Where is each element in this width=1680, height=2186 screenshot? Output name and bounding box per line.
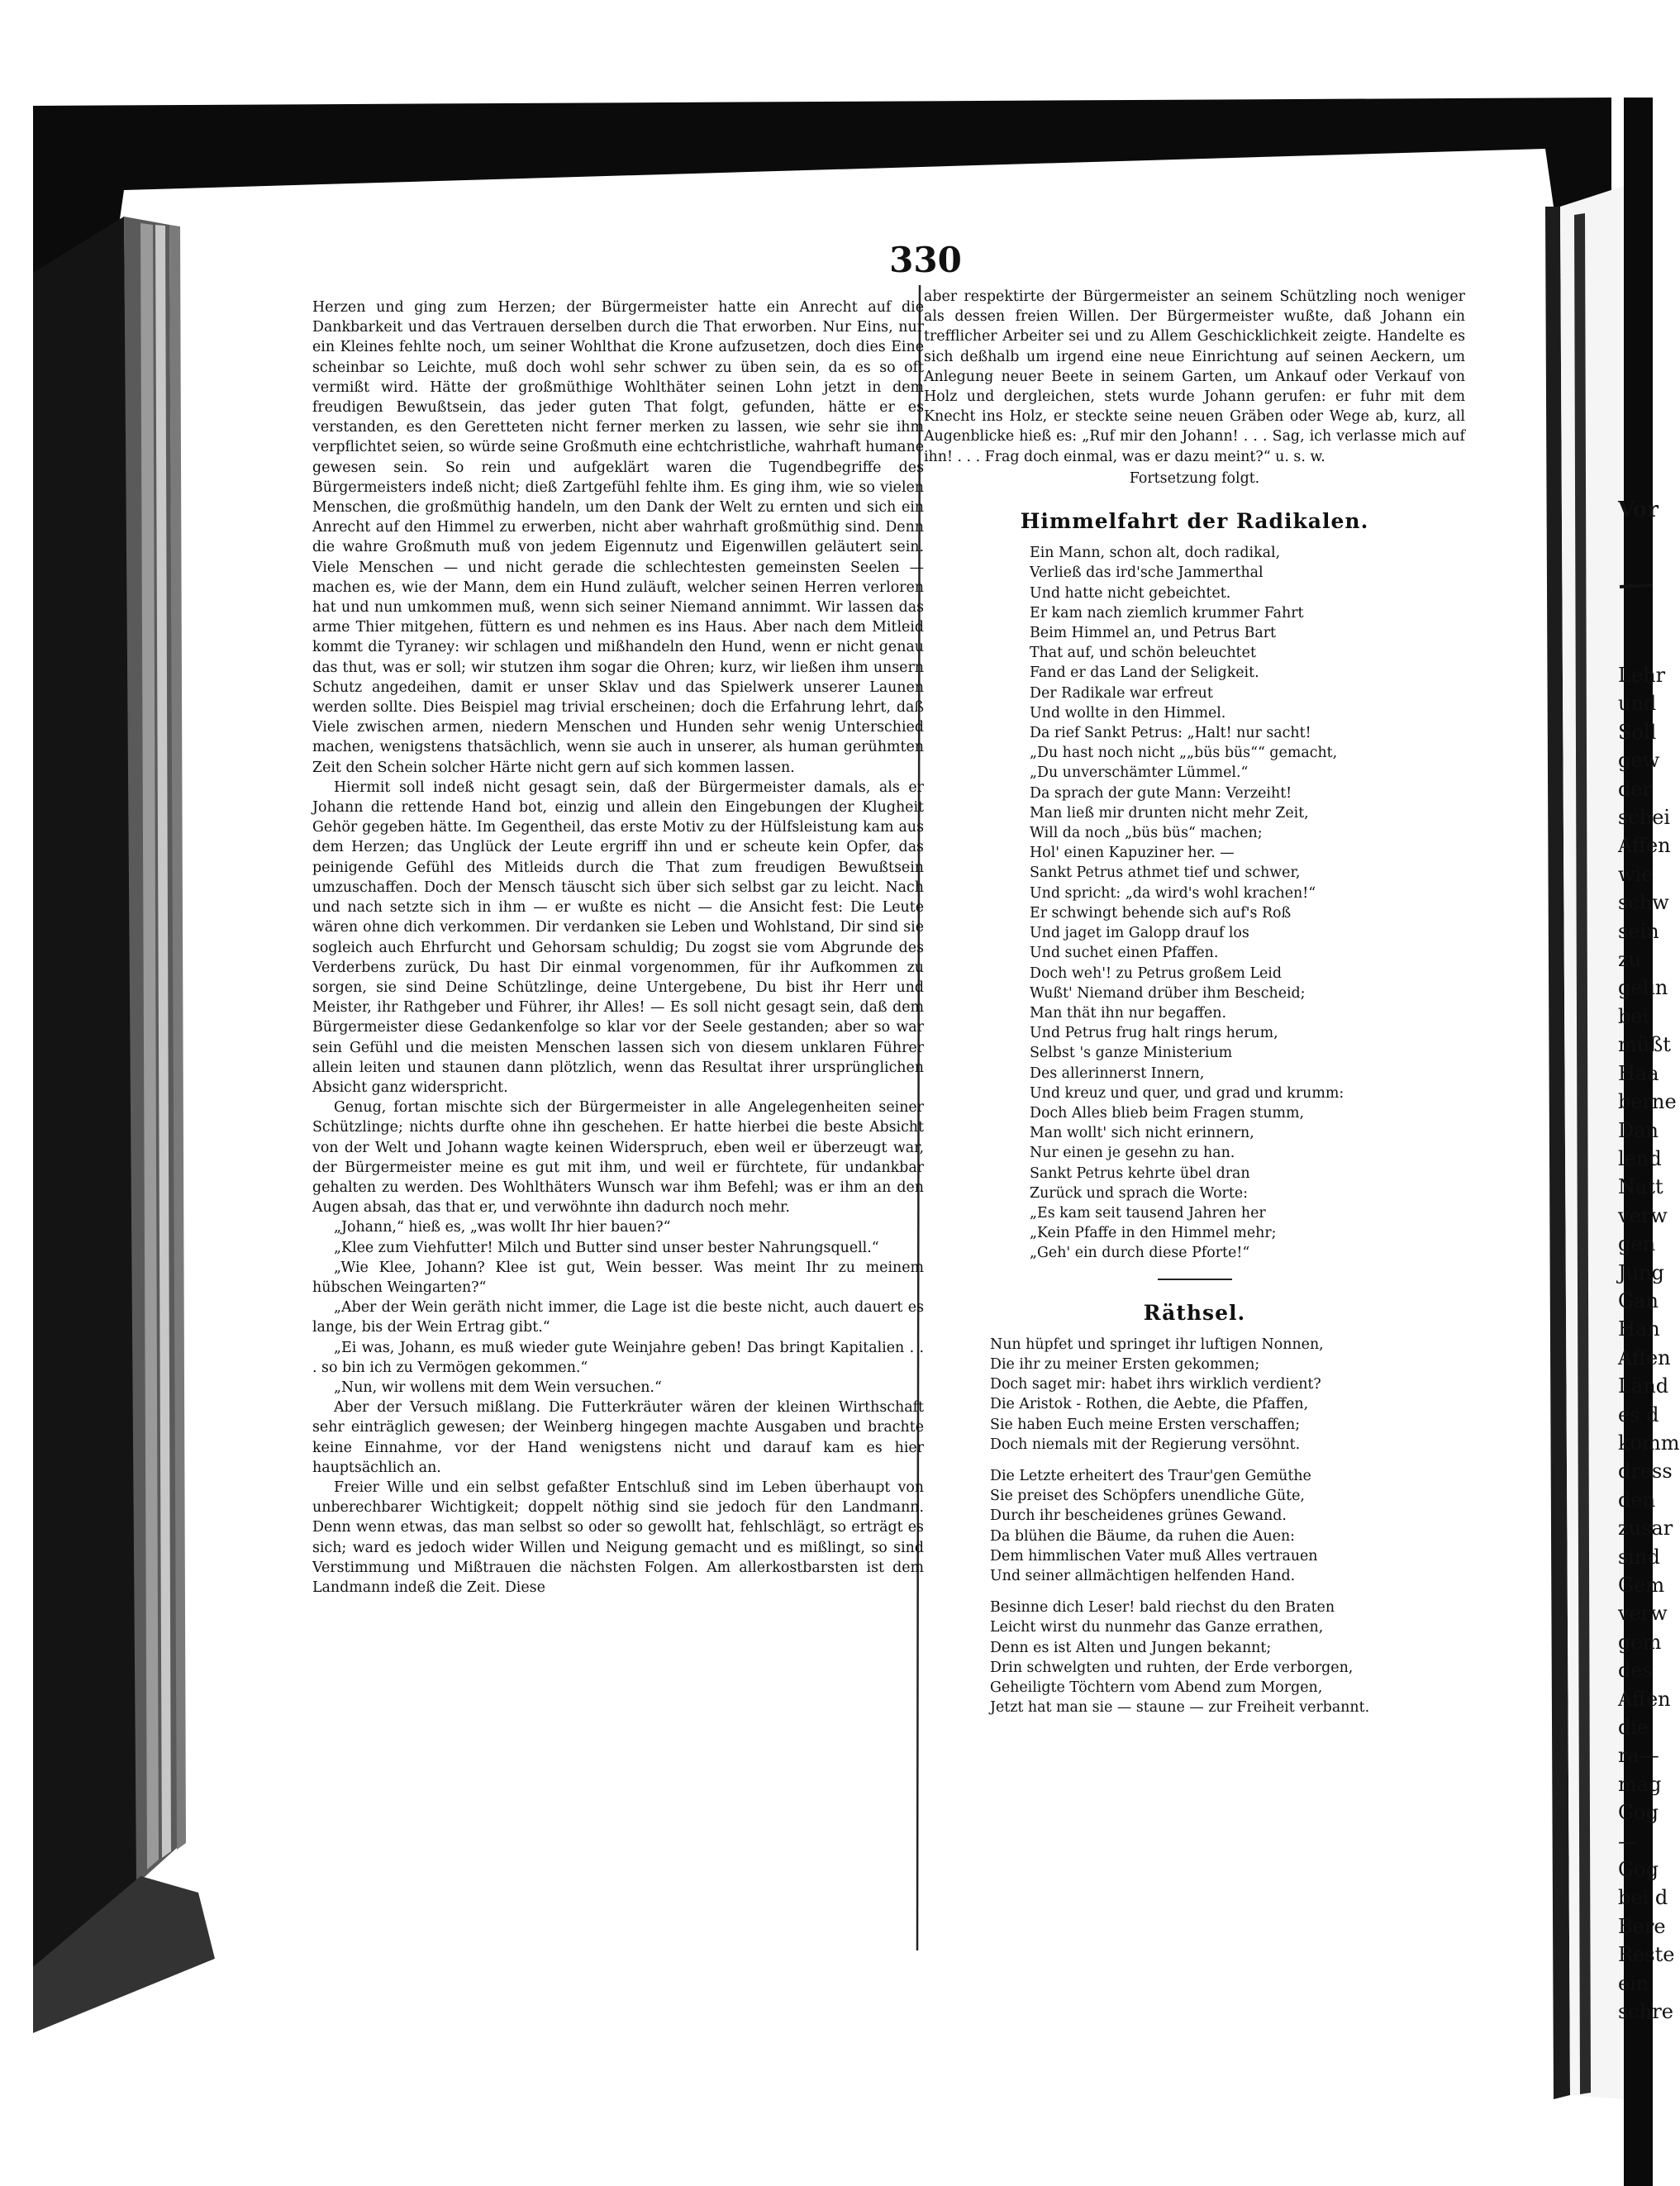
fragment-line: Lehr <box>1618 664 1666 687</box>
dialogue-line: „Nun, wir wollens mit dem Wein versuchen.“ <box>334 1379 662 1396</box>
fragment-line: verw <box>1618 1203 1668 1227</box>
poem-line: Nur einen je gesehn zu han. <box>1030 1145 1235 1162</box>
riddle-line: Denn es ist Alten und Jungen bekannt; <box>990 1639 1272 1656</box>
paragraph: Herzen und ging zum Herzen; der Bürgermeister hatte ein Anrecht auf die Dankbarkeit und das Vertrauen derselben durch die That erworben. Nur Eins, nur ein Kleines fehlte noch, um seiner Wohlthat die Krone aufzusetzen, doch dies Eine scheinbar so Leichte, muß doch wohl sehr schwer zu üben sein, da es so oft vermißt wird. Hätte der großmüthige Wohlthäter seinen Lohn jetzt in dem freudigen Bewußtsein, das jeder guten That folgt, gefunden, hätte er es verstanden, es den Geretteten nicht ferner merken zu lassen, wie sehr sie ihm verpflichtet seien, so würde seine Großmuth eine echtchristliche, wahrhaft humane gewesen sein. So rein und aufgeklärt waren die Tugendbegriffe des Bürgermeisters indeß nicht; dieß Zartgefühl fehlte ihm. Es ging ihm, wie so vielen Menschen, die großmüthig handeln, um den Dank der Welt zu ernten und sich ein Anrecht auf den Himmel zu erwerben, nicht aber wahrhaft großmüthig sind. Denn die wahre Großmuth muß von jedem Eigennutz und Eigenwillen geläutert sein. Viele Menschen — und nicht gerade die schlechtesten gemeinsten Seelen — machen es, wie der Mann, dem ein Hund zuläuft, welcher seinen Herren verloren hat und nun umkommen muß, wenn sich seiner Niemand annimmt. Wir lassen das arme Thier mitgehen, füttern es und nehmen es ins Haus. Aber nach dem Mitleid kommt die Tyraney: wir schlagen und mißhandeln den Hund, wenn er nicht genau das thut, was er soll; wir stutzen ihm sogar die Ohren; kurz, wir ließen ihm unsern Schutz angedeihen, damit er unser Sklav und das Spielwerk unserer Launen werden sollte. Dies Beispiel mag trivial erscheinen; doch die Erfahrung lehrt, daß Viele zwischen armen, niedern Menschen und Hunden sehr wenig Unterschied machen, wenigstens thatsächlich, wenn sie auch in unserer, als human gerühmten Zeit den Schein solcher Härte nicht gern auf sich kommen lassen. <box>312 299 924 776</box>
fragment-line: ra— <box>1618 1744 1659 1768</box>
fragment-line: sind <box>1618 1545 1660 1569</box>
fragment-line: den <box>1618 1488 1656 1512</box>
poem-line: „Geh' ein durch diese Pforte!“ <box>1030 1245 1250 1262</box>
fragment-line: bei <box>1618 1004 1649 1028</box>
riddle-line: Doch niemals mit der Regierung versöhnt. <box>990 1436 1301 1453</box>
fragment-line: schre <box>1618 2000 1673 2024</box>
poem-line: Des allerinnerst Innern, <box>1030 1064 1205 1082</box>
riddle-line: Sie preiset des Schöpfers unendliche Güte, <box>990 1488 1305 1505</box>
riddle-line: Die ihr zu meiner Ersten gekommen; <box>990 1355 1260 1373</box>
poem-line: Verließ das ird'sche Jammerthal <box>1030 564 1264 582</box>
page-number: 330 <box>889 240 962 280</box>
fragment-line: ein <box>1618 1971 1649 1995</box>
fragment-line: schei <box>1618 806 1671 830</box>
poem-body <box>1030 543 1465 1263</box>
fragment-line: die <box>1618 1716 1649 1740</box>
dialogue-line: „Ei was, Johann, es muß wieder gute Weinjahre geben! Das bringt Kapitalien . . . so bin ich zu Vermögen gekommen.“ <box>312 1339 924 1376</box>
poem-line: Und kreuz und quer, und grad und krumm: <box>1030 1084 1344 1102</box>
poem-line: Und spricht: „da wird's wohl krachen!“ <box>1030 884 1316 902</box>
riddle-line: Doch saget mir: habet ihrs wirklich verdient? <box>990 1376 1321 1393</box>
poem-line: Man thät ihn nur begaffen. <box>1030 1004 1227 1022</box>
poem-line: Hol' einen Kapuziner her. — <box>1030 845 1235 862</box>
fragment-line: gew <box>1618 749 1660 773</box>
fragment-line: dress <box>1618 1460 1673 1484</box>
poem-line: Sankt Petrus kehrte übel dran <box>1030 1164 1250 1182</box>
fragment-line: Affen <box>1618 834 1671 858</box>
riddle-line: Nun hüpfet und springet ihr luftigen Nonnen, <box>990 1336 1324 1353</box>
poem-line: Man ließ mir drunten nicht mehr Zeit, <box>1030 804 1309 822</box>
riddle-line: Leicht wirst du nunmehr das Ganze errathen, <box>990 1619 1324 1636</box>
fragment-line: gelin <box>1618 976 1668 1000</box>
fragment-line: sein <box>1618 919 1659 943</box>
poem-line: Will da noch „büs büs“ machen; <box>1030 825 1263 842</box>
dialogue-line: „Johann,“ hieß es, „was wollt Ihr hier bauen?“ <box>334 1219 671 1236</box>
continuation-note: Fortsetzung folgt. <box>1129 469 1260 487</box>
dialogue-line: „Klee zum Viehfutter! Milch und Butter sind unser bester Nahrungsquell.“ <box>334 1239 879 1256</box>
fragment-line: gem <box>1618 1630 1662 1654</box>
fragment-line: müßt <box>1618 1033 1671 1057</box>
fragment-line: Han <box>1618 1317 1660 1341</box>
poem-line: Man wollt' sich nicht erinnern, <box>1030 1125 1254 1142</box>
fragment-line: wie <box>1618 862 1654 886</box>
left-column <box>312 298 924 1598</box>
fragment-line: Gan <box>1618 1288 1659 1312</box>
fragment-line: Gog <box>1618 1858 1659 1882</box>
fragment-line: berne <box>1618 1090 1677 1114</box>
fragment-line: Bere <box>1618 1914 1666 1938</box>
poem-line: Und suchet einen Pfaffen. <box>1030 945 1219 962</box>
paragraph: Freier Wille und ein selbst gefaßter Entschluß sind im Leben überhaupt von unberechbarer Wichtigkeit; doppelt nöthig sind sie jedoch für den Landmann. Denn wenn etwas, das man selbst so oder so gewollt hat, fehlschlägt, so erträgt es sich; ward es jedoch wider Willen und Neigung gemacht und es mißlingt, so sind Verstimmung und Mißtrauen die nächsten Folgen. Am allerkostbarsten ist dem Landmann indeß die Zeit. Diese <box>312 1479 924 1596</box>
fragment-line: komm <box>1618 1431 1680 1455</box>
poem-line: Zurück und sprach die Worte: <box>1030 1184 1249 1202</box>
fragment-line: Gog <box>1618 1801 1659 1825</box>
fragment-line: des <box>1618 1659 1653 1683</box>
fragment-line: zu <box>1618 948 1642 972</box>
poem-line: Doch weh'! zu Petrus großem Leid <box>1030 964 1282 982</box>
poem-line: Und jaget im Galopp drauf los <box>1030 925 1249 942</box>
riddle-body <box>990 1335 1465 1718</box>
poem-line: Wußt' Niemand drüber ihm Bescheid; <box>1030 984 1306 1002</box>
poem-line: „Es kam seit tausend Jahren her <box>1030 1204 1266 1222</box>
fragment-line: mag <box>1618 1772 1662 1796</box>
poem-title: Himmelfahrt der Radikalen. <box>1020 509 1369 534</box>
poem-line: Fand er das Land der Seligkeit. <box>1030 664 1259 682</box>
poem-line: Und hatte nicht gebeichtet. <box>1030 584 1231 602</box>
fragment-line: bei d <box>1618 1886 1668 1910</box>
riddle-stanza <box>990 1598 1465 1717</box>
next-page-text-fragments <box>1618 661 1680 2026</box>
paragraph: Hiermit soll indeß nicht gesagt sein, daß der Bürgermeister damals, als er Johann die rettende Hand bot, einzig und allein den Eingebungen der Klugheit Gehör gegeben hätte. Im Gegentheil, das erste Motiv zu der Hülfsleistung kam aus dem Herzen; das Unglück der Leute ergriff ihn und er scheute kein Opfer, das peinigende Gefühl des Mitleids durch die That zum freudigen Bewußtsein umzuschaffen. Doch der Mensch täuscht sich über sich selbst gar zu leicht. Nach und nach setzte sich in ihm — er wußte es nicht — die Ansicht fest: Die Leute wären ohne dich verkommen. Dir verdanken sie Leben und Wohlstand, Dir sind sie sogleich auch Ehrfurcht und Gehorsam schuldig; Du zogst sie vom Abgrunde des Verderbens zurück, Du hast Dir einmal vorgenommen, für ihr Aufkommen zu sorgen, sie sind Deine Schützlinge, deine Untergebene, Du bist ihr Herr und Meister, ihr Rathgeber und Führer, ihr Alles! — Es soll nicht gesagt sein, daß dem Bürgermeister diese Gedankenfolge so klar vor der Seele gestanden; aber so war sein Gefühl und die meisten Menschen lassen sich von diesem unklaren Führer allein leiten und staunen dann plötzlich, wenn das Resultat ihrer ursprünglichen Absicht ganz widerspricht. <box>312 779 924 1096</box>
riddle-line: Durch ihr bescheidenes grünes Gewand. <box>990 1507 1287 1525</box>
poem-line: Und wollte in den Himmel. <box>1030 704 1226 722</box>
fragment-line: Affen <box>1618 1345 1671 1369</box>
fragment-line: und <box>1618 692 1657 716</box>
riddle-line: Dem himmlischen Vater muß Alles vertrauen <box>990 1547 1318 1564</box>
poem-line: Er kam nach ziemlich krummer Fahrt <box>1030 604 1304 622</box>
fragment-line: der <box>1618 777 1653 801</box>
poem-line: Und Petrus frug halt rings herum, <box>1030 1025 1278 1042</box>
riddle-line: Da blühen die Bäume, da ruhen die Auen: <box>990 1527 1296 1545</box>
dialogue-line: „Aber der Wein geräth nicht immer, die Lage ist die beste nicht, auch dauert es lange, bis der Wein Ertrag gibt.“ <box>312 1299 924 1336</box>
poem-line: Sankt Petrus athmet tief und schwer, <box>1030 864 1301 882</box>
riddle-line: Sie haben Euch meine Ersten verschaffen; <box>990 1416 1301 1433</box>
fragment-line: verw <box>1618 1602 1668 1626</box>
fragment-line: — <box>1618 1829 1638 1853</box>
riddle-line: Drin schwelgten und ruhten, der Erde verborgen, <box>990 1659 1354 1676</box>
next-page-heading-fragment: Vor <box>1618 498 1659 522</box>
paragraph: Genug, fortan mischte sich der Bürgermeister in alle Angelegenheiten seiner Schützlinge; nichts durfte ohne ihn geschehen. Er hatte hierbei die beste Absicht von der Welt und Johann wagte keinen Widerspruch, eben weil er überzeugt war, der Bürgermeister meine es gut mit ihm, und weil er fürchtete, für undankbar gehalten zu werden. Des Wohlthäters Wunsch war ihm Befehl; was er ihm an den Augen absah, das that er, und verwöhnte ihn dadurch noch mehr. <box>312 1099 924 1217</box>
fragment-line: Länd <box>1618 1374 1669 1398</box>
right-column <box>924 287 1465 1729</box>
fragment-line: zusar <box>1618 1517 1673 1541</box>
poem-line: Da sprach der gute Mann: Verzeiht! <box>1030 784 1292 802</box>
paragraph: aber respektirte der Bürgermeister an seinem Schützling noch weniger als dessen freien Willen. Der Bürgermeister wußte, daß Johann ein trefflicher Arbeiter sei und zu Allem Geschicklichkeit zeigte. Handelte es sich deßhalb um irgend eine neue Einrichtung auf seinen Aeckern, um Anlegung neuer Beete in seinem Garten, um Ankauf oder Verkauf von Holz und dergleichen, stets wurde Johann gerufen: er fuhr mit dem Knecht ins Holz, er steckte seine neuen Gräben oder Wege ab, kurz, all Augenblicke hieß es: „Ruf mir den Johann! . . . Sag, ich verlasse mich auf ihn! . . . Frag doch einmal, was er dazu meint?“ u. s. w. <box>924 288 1465 465</box>
poem-line: Der Radikale war erfreut <box>1030 684 1213 702</box>
fragment-line: Reste <box>1618 1943 1675 1967</box>
fragment-line: Affen <box>1618 1687 1671 1711</box>
fragment-line: Natt <box>1618 1175 1663 1199</box>
riddle-line: Jetzt hat man sie — staune — zur Freiheit verbannt. <box>990 1699 1370 1717</box>
riddle-line: Und seiner allmächtigen helfenden Hand. <box>990 1567 1296 1584</box>
poem-line: Doch Alles blieb beim Fragen stumm, <box>1030 1104 1305 1122</box>
fragment-line: schw <box>1618 891 1669 915</box>
riddle-title: Räthsel. <box>1143 1300 1246 1325</box>
poem-line: Beim Himmel an, und Petrus Bart <box>1030 625 1277 642</box>
riddle-stanza <box>990 1335 1465 1455</box>
section-divider <box>1158 1279 1232 1280</box>
fragment-line: Jung <box>1618 1260 1664 1284</box>
fragment-line: Soll <box>1618 720 1657 744</box>
riddle-stanza <box>990 1466 1465 1586</box>
poem-line: „Kein Pfaffe in den Himmel mehr; <box>1030 1225 1277 1242</box>
poem-line: Da rief Sankt Petrus: „Halt! nur sacht! <box>1030 725 1311 742</box>
fragment-line: lend <box>1618 1146 1662 1170</box>
fragment-line: Haa <box>1618 1061 1659 1085</box>
riddle-line: Die Letzte erheitert des Traur'gen Gemüthe <box>990 1467 1311 1484</box>
riddle-line: Geheiligte Töchtern vom Abend zum Morgen, <box>990 1679 1323 1696</box>
poem-line: „Du hast noch nicht „„büs büs““ gemacht, <box>1030 745 1338 762</box>
fragment-line: es d <box>1618 1403 1659 1426</box>
poem-line: „Du unverschämter Lümmel.“ <box>1030 764 1249 782</box>
poem-line: Ein Mann, schon alt, doch radikal, <box>1030 545 1281 562</box>
fragment-line: gen <box>1618 1232 1656 1256</box>
fragment-line: Gem <box>1618 1574 1665 1597</box>
poem-line: That auf, und schön beleuchtet <box>1030 645 1256 662</box>
paragraph: Aber der Versuch mißlang. Die Futterkräuter wären der kleinen Wirthschaft sehr einträglich gewesen; der Weinberg hingegen machte Ausgaben und brachte keine Einnahme, vor der Hand wenigstens nicht und darauf kam es hier hauptsächlich an. <box>312 1399 924 1476</box>
dialogue-line: „Wie Klee, Johann? Klee ist gut, Wein besser. Was meint Ihr zu meinem hübschen Weingarten?“ <box>312 1259 924 1296</box>
riddle-line: Die Aristok - Rothen, die Aebte, die Pfaffen, <box>990 1396 1309 1413</box>
poem-line: Selbst 's ganze Ministerium <box>1030 1045 1233 1062</box>
poem-line: Er schwingt behende sich auf's Roß <box>1030 904 1292 922</box>
riddle-line: Besinne dich Leser! bald riechst du den Braten <box>990 1599 1335 1617</box>
fragment-line: Dan <box>1618 1118 1659 1142</box>
